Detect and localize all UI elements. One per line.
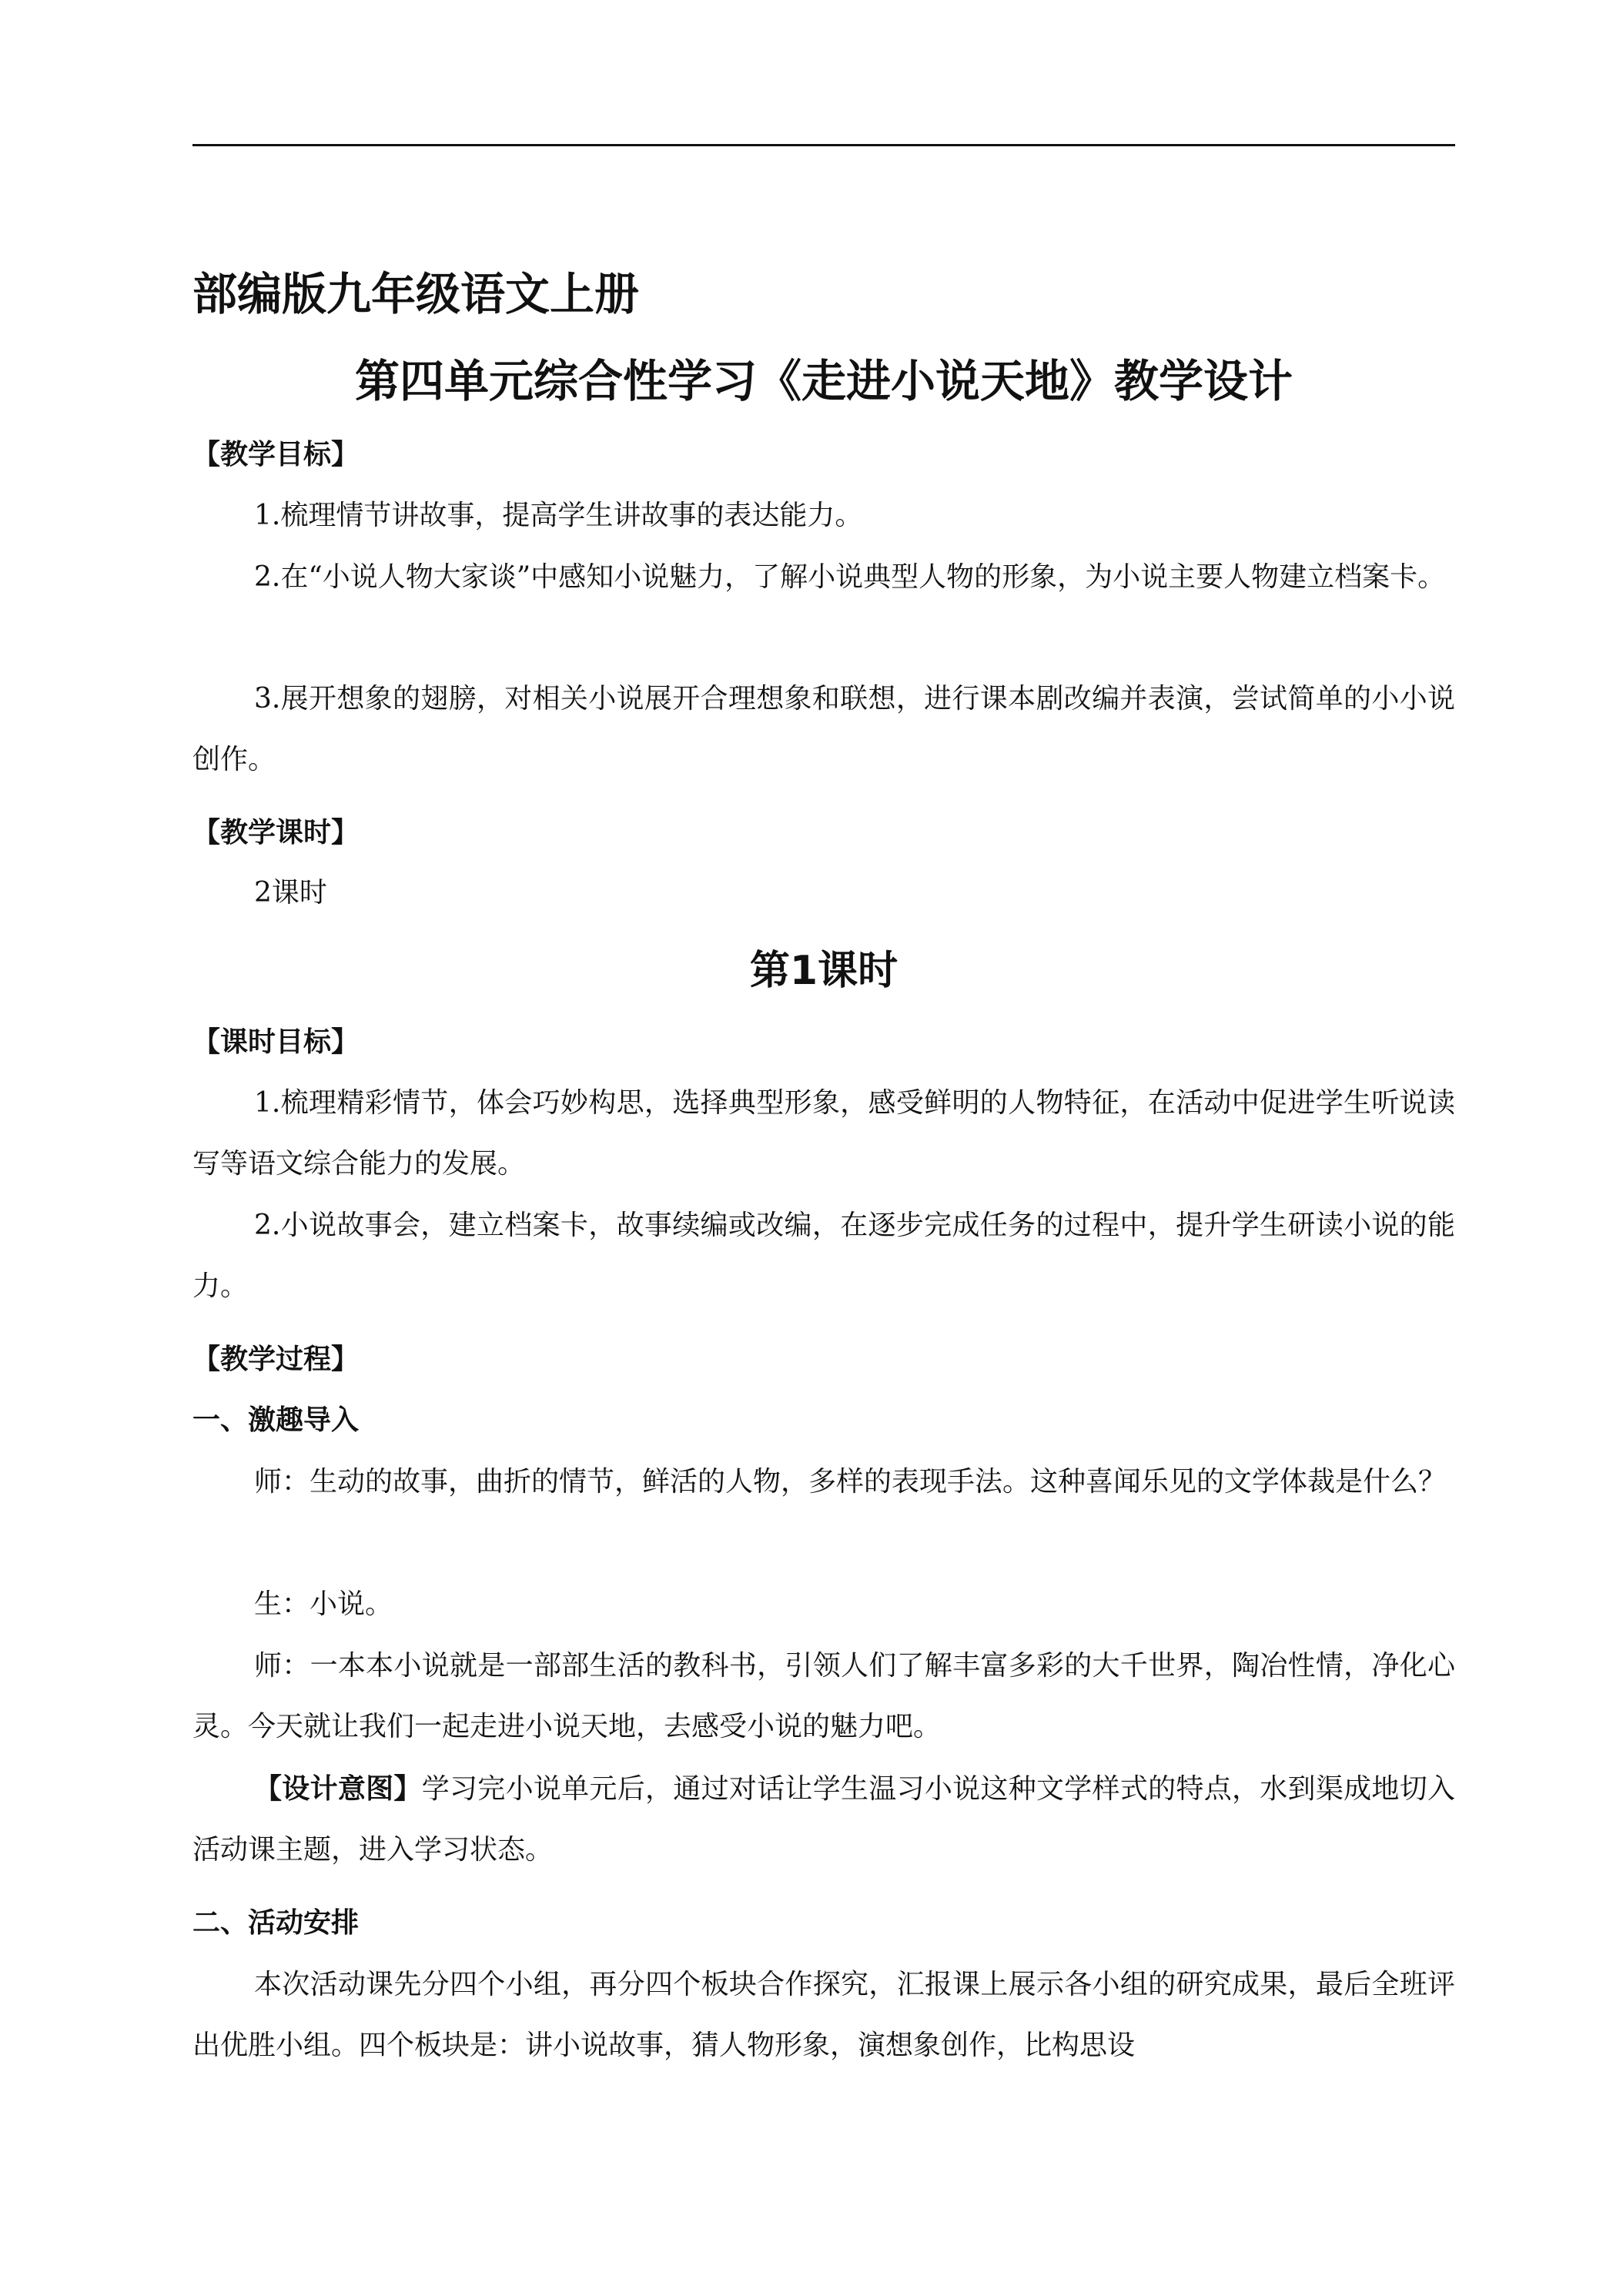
design-intent-label: 【设计意图】 [254, 1773, 422, 1805]
document-title: 部编版九年级语文上册 [192, 268, 640, 320]
teaching-hours-value: 2课时 [254, 877, 327, 909]
design-intent-text: 学习完小说单元后，通过对话让学生温习小说这种文学样式的特点，水到渠成地切入活动课主题，进入学习状态。 [192, 1773, 1455, 1866]
design-intent-paragraph [192, 1759, 1455, 1880]
lesson-goal-2: 2.小说故事会，建立档案卡，故事续编或改编，在逐步完成任务的过程中，提升学生研读小说的能力。 [192, 1210, 1455, 1302]
dialog-line-1: 师：生动的故事，曲折的情节，鲜活的人物，多样的表现手法。这种喜闻乐见的文学体裁是什么？ [254, 1466, 1447, 1498]
lesson-1-title: 第1课时 [749, 948, 899, 994]
teaching-goal-1: 1.梳理情节讲故事，提高学生讲故事的表达能力。 [254, 500, 863, 531]
header-rule [192, 144, 1455, 146]
teaching-goal-2: 2.在“小说人物大家谈”中感知小说魅力，了解小说典型人物的形象，为小说主要人物建立档案卡。 [254, 561, 1446, 593]
teaching-hours-heading: 【教学课时】 [192, 817, 360, 848]
section-2-heading: 二、活动安排 [192, 1907, 360, 1939]
document-page [192, 0, 1455, 2296]
activity-arrangement-text: 本次活动课先分四个小组，再分四个板块合作探究，汇报课上展示各小组的研究成果，最后全班评出优胜小组。四个板块是：讲小说故事，猜人物形象，演想象创作，比构思设 [192, 1969, 1455, 2061]
document-subtitle: 第四单元综合性学习《走进小说天地》教学设计 [354, 355, 1293, 407]
section-1-heading: 一、激趣导入 [192, 1404, 360, 1436]
teaching-goals-heading: 【教学目标】 [192, 439, 360, 470]
teaching-process-heading: 【教学过程】 [192, 1344, 360, 1375]
lesson-goal-1: 1.梳理精彩情节，体会巧妙构思，选择典型形象，感受鲜明的人物特征，在活动中促进学生听说读写等语文综合能力的发展。 [192, 1087, 1455, 1180]
teaching-goal-3: 3.展开想象的翅膀，对相关小说展开合理想象和联想，进行课本剧改编并表演，尝试简单的小小说创作。 [192, 683, 1455, 775]
dialog-line-2: 生：小说。 [254, 1588, 393, 1620]
dialog-line-3: 师：一本本小说就是一部部生活的教科书，引领人们了解丰富多彩的大千世界，陶冶性情，净化心灵。今天就让我们一起走进小说天地，去感受小说的魅力吧。 [192, 1650, 1455, 1742]
lesson-goals-heading: 【课时目标】 [192, 1026, 360, 1058]
